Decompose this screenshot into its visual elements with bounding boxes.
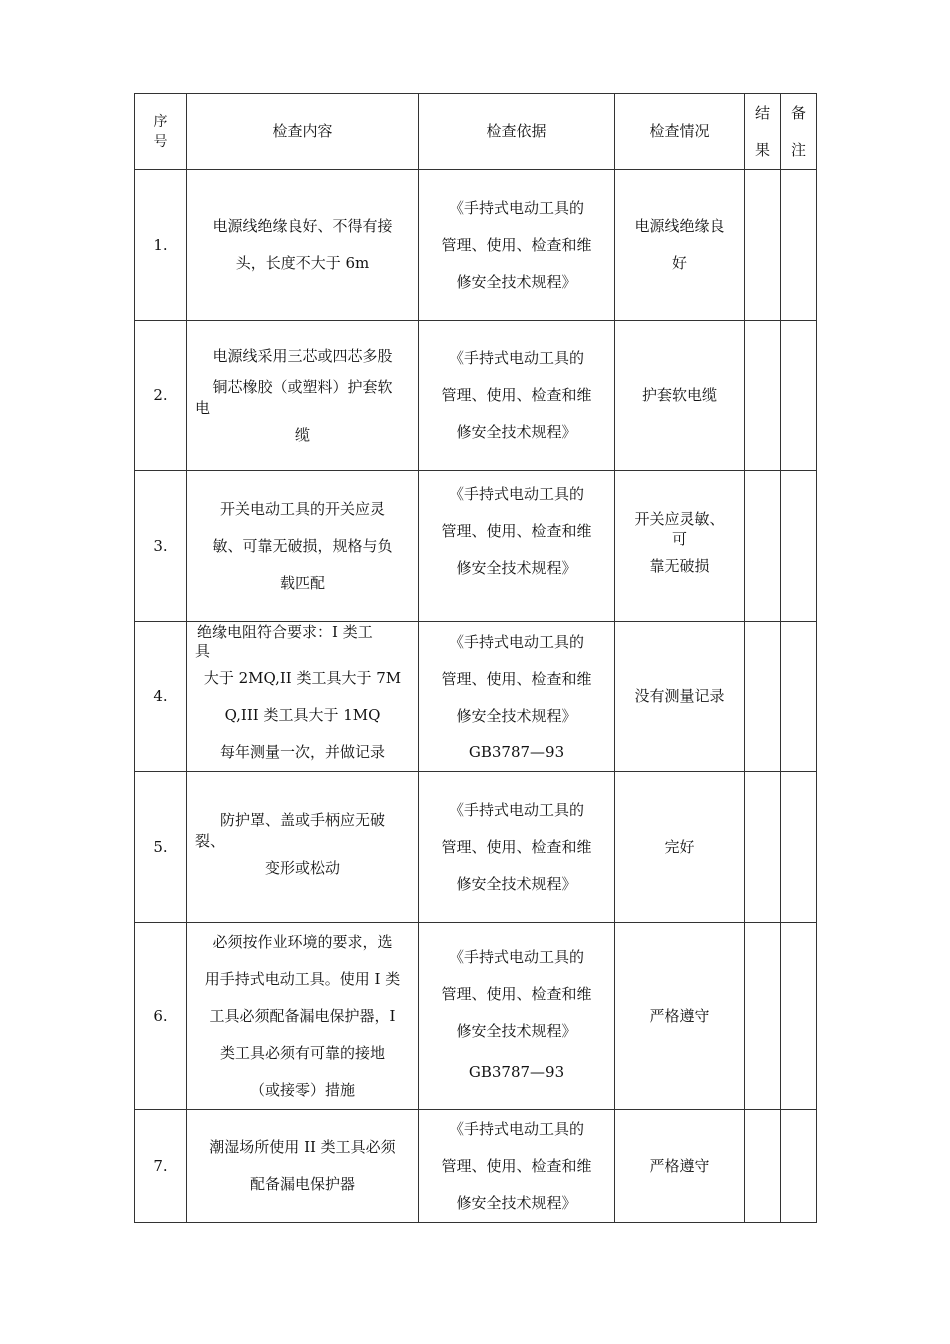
row-basis: 《手持式电动工具的 管理、使用、检查和维 修安全技术规程》 bbox=[419, 321, 615, 471]
row-result bbox=[745, 923, 781, 1110]
row-number: 6. bbox=[135, 923, 187, 1110]
row-result bbox=[745, 1110, 781, 1223]
row-result bbox=[745, 170, 781, 321]
row-result bbox=[745, 622, 781, 772]
row-number: 7. bbox=[135, 1110, 187, 1223]
table-row bbox=[135, 772, 817, 923]
table-row bbox=[135, 321, 817, 471]
row-note bbox=[781, 622, 817, 772]
table-row bbox=[135, 170, 817, 321]
row-content: 潮湿场所使用 II 类工具必须 配备漏电保护器 bbox=[187, 1110, 419, 1223]
row-situation: 完好 bbox=[615, 772, 745, 923]
row-content: 电源线绝缘良好、不得有接 头，长度不大于 6m bbox=[187, 170, 419, 321]
row-basis: 《手持式电动工具的 管理、使用、检查和维 修安全技术规程》 bbox=[419, 471, 615, 622]
inspection-table bbox=[134, 93, 817, 1223]
row-number: 1. bbox=[135, 170, 187, 321]
row-result bbox=[745, 772, 781, 923]
table-row bbox=[135, 622, 817, 772]
row-note bbox=[781, 772, 817, 923]
header-result: 结 果 bbox=[745, 94, 781, 170]
row-note bbox=[781, 170, 817, 321]
row-basis: 《手持式电动工具的 管理、使用、检查和维 修安全技术规程》 GB3787—93 bbox=[419, 923, 615, 1110]
row-content: 防护罩、盖或手柄应无破 裂、 变形或松动 bbox=[187, 772, 419, 923]
table-row bbox=[135, 471, 817, 622]
row-note bbox=[781, 1110, 817, 1223]
row-basis: 《手持式电动工具的 管理、使用、检查和维 修安全技术规程》 bbox=[419, 170, 615, 321]
header-seq: 序号 bbox=[135, 94, 187, 170]
row-content: 电源线采用三芯或四芯多股 铜芯橡胶（或塑料）护套软 电 缆 bbox=[187, 321, 419, 471]
row-number: 5. bbox=[135, 772, 187, 923]
row-result bbox=[745, 321, 781, 471]
header-note: 备 注 bbox=[781, 94, 817, 170]
row-content: 必须按作业环境的要求，选 用手持式电动工具。使用 I 类 工具必须配备漏电保护器，I 类工具必须有可靠的接地 （或接零）措施 bbox=[187, 923, 419, 1110]
row-situation: 电源线绝缘良 好 bbox=[615, 170, 745, 321]
row-basis: 《手持式电动工具的 管理、使用、检查和维 修安全技术规程》 GB3787—93 bbox=[419, 622, 615, 772]
row-situation: 护套软电缆 bbox=[615, 321, 745, 471]
row-situation: 严格遵守 bbox=[615, 923, 745, 1110]
row-note bbox=[781, 471, 817, 622]
header-row bbox=[135, 94, 817, 170]
row-note bbox=[781, 923, 817, 1110]
row-content: 绝缘电阻符合要求：I 类工 具 大于 2MQ,II 类工具大于 7M Q,III 类工具大于 1MQ 每年测量一次，并做记录 bbox=[187, 622, 419, 772]
row-number: 3. bbox=[135, 471, 187, 622]
header-basis: 检查依据 bbox=[419, 94, 615, 170]
row-basis: 《手持式电动工具的 管理、使用、检查和维 修安全技术规程》 bbox=[419, 1110, 615, 1223]
row-number: 4. bbox=[135, 622, 187, 772]
row-number: 2. bbox=[135, 321, 187, 471]
table-row bbox=[135, 923, 817, 1110]
table-row bbox=[135, 1110, 817, 1223]
row-content: 开关电动工具的开关应灵 敏、可靠无破损，规格与负 载匹配 bbox=[187, 471, 419, 622]
row-situation: 严格遵守 bbox=[615, 1110, 745, 1223]
row-situation: 开关应灵敏、 可 靠无破损 bbox=[615, 471, 745, 622]
header-situation: 检查情况 bbox=[615, 94, 745, 170]
header-content: 检查内容 bbox=[187, 94, 419, 170]
row-situation: 没有测量记录 bbox=[615, 622, 745, 772]
row-note bbox=[781, 321, 817, 471]
row-result bbox=[745, 471, 781, 622]
row-basis: 《手持式电动工具的 管理、使用、检查和维 修安全技术规程》 bbox=[419, 772, 615, 923]
